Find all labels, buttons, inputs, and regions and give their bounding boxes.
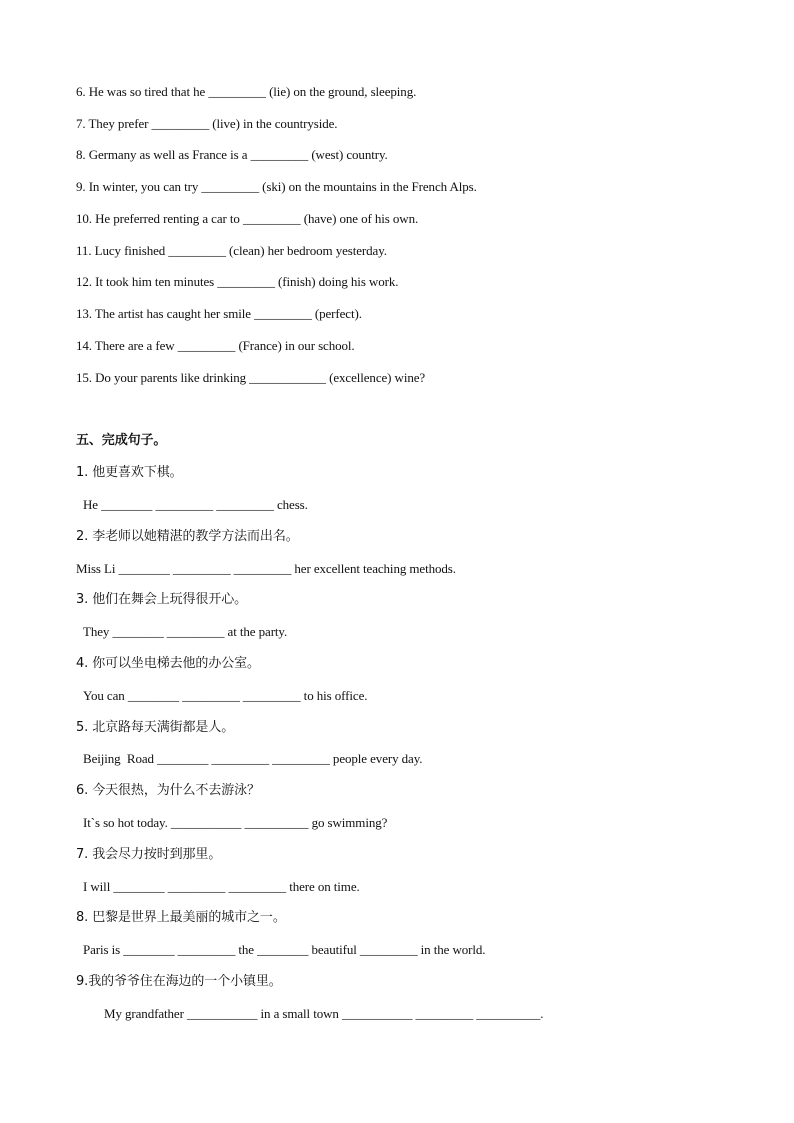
sentence-prompt-4: 4. 你可以坐电梯去他的办公室。: [76, 656, 260, 671]
exercise-item-10: 10. He preferred renting a car to _________ (have) one of his own.: [76, 211, 419, 226]
sentence-answer-8: Paris is ________ _________ the ________ beautiful _________ in the world.: [83, 942, 486, 957]
sentence-answer-1: He ________ _________ _________ chess.: [83, 497, 308, 512]
sentence-answer-4: You can ________ _________ _________ to his office.: [83, 688, 368, 703]
exercise-item-13: 13. The artist has caught her smile _________ (perfect).: [76, 306, 362, 321]
sentence-answer-7: I will ________ _________ _________ there on time.: [83, 879, 360, 894]
exercise-item-12: 12. It took him ten minutes _________ (finish) doing his work.: [76, 274, 399, 289]
section-heading: 五、完成句子。: [76, 433, 167, 448]
sentence-answer-5: Beijing Road ________ _________ _________ people every day.: [83, 751, 423, 766]
sentence-prompt-5: 5. 北京路每天满街都是人。: [76, 720, 235, 735]
sentence-prompt-8: 8. 巴黎是世界上最美丽的城市之一。: [76, 910, 286, 925]
exercise-item-6: 6. He was so tired that he _________ (lie) on the ground, sleeping.: [76, 84, 417, 99]
sentence-prompt-1: 1. 他更喜欢下棋。: [76, 465, 183, 480]
sentence-prompt-9: 9.我的爷爷住在海边的一个小镇里。: [76, 974, 282, 989]
sentence-answer-2: Miss Li ________ _________ _________ her excellent teaching methods.: [76, 561, 456, 576]
sentence-answer-3: They ________ _________ at the party.: [83, 624, 288, 639]
sentence-answer-9: My grandfather ___________ in a small town ___________ _________ __________.: [104, 1006, 544, 1021]
exercise-item-7: 7. They prefer _________ (live) in the countryside.: [76, 116, 338, 131]
exercise-item-9: 9. In winter, you can try _________ (ski) on the mountains in the French Alps.: [76, 179, 477, 194]
exercise-item-14: 14. There are a few _________ (France) in our school.: [76, 338, 355, 353]
exercise-item-8: 8. Germany as well as France is a _________ (west) country.: [76, 147, 388, 162]
sentence-prompt-2: 2. 李老师以她精湛的教学方法而出名。: [76, 529, 299, 544]
sentence-prompt-7: 7. 我会尽力按时到那里。: [76, 847, 222, 862]
sentence-prompt-3: 3. 他们在舞会上玩得很开心。: [76, 592, 248, 607]
sentence-prompt-6: 6. 今天很热，为什么不去游泳？: [76, 783, 260, 798]
sentence-answer-6: It`s so hot today. ___________ __________ go swimming?: [83, 815, 388, 830]
exercise-item-15: 15. Do your parents like drinking ____________ (excellence) wine?: [76, 370, 426, 385]
exercise-item-11: 11. Lucy finished _________ (clean) her bedroom yesterday.: [76, 243, 387, 258]
